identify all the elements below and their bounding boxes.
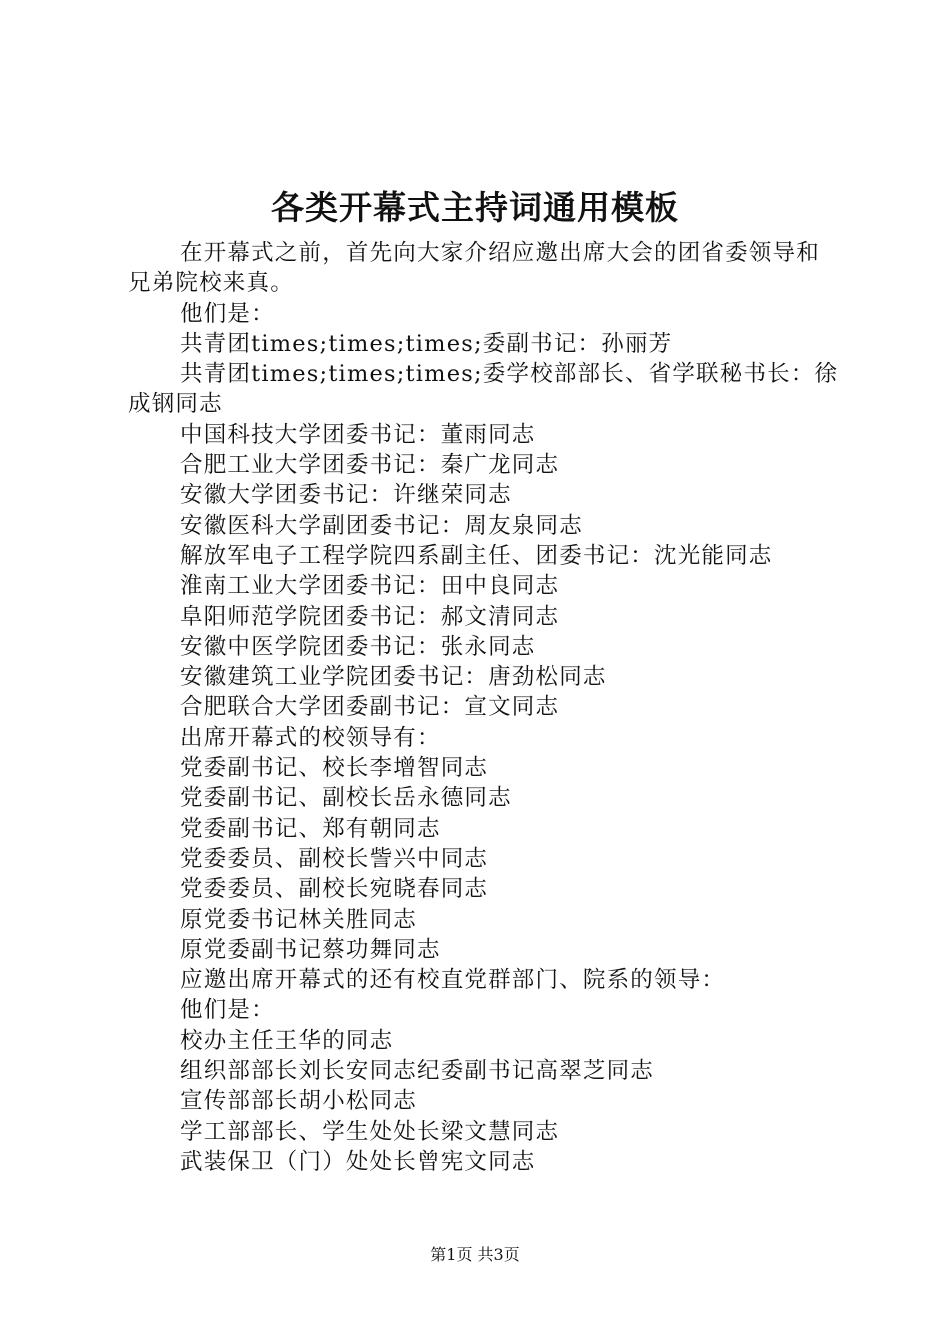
document-title: 各类开幕式主持词通用模板	[271, 188, 679, 227]
guest-line: 安徽中医学院团委书记：张永同志	[180, 633, 536, 660]
guest-line: 合肥联合大学团委副书记：宣文同志	[180, 694, 560, 721]
leader-line: 党委副书记、校长李增智同志	[180, 755, 489, 782]
guest-line: 共青团times;times;times;委副书记：孙丽芳	[180, 330, 673, 357]
paragraph-department-leaders: 应邀出席开幕式的还有校直党群部门、院系的领导：	[180, 967, 726, 994]
page-footer: 第1页 共3页	[430, 1245, 520, 1264]
department-line: 武装保卫（门）处处长曾宪文同志	[180, 1148, 536, 1175]
guest-line: 淮南工业大学团委书记：田中良同志	[180, 573, 560, 600]
leader-line: 党委委员、副校长宛晓春同志	[180, 876, 489, 903]
document-body	[128, 238, 840, 1177]
guest-line: 安徽建筑工业学院团委书记：唐劲松同志	[180, 664, 607, 691]
paragraph-they-are: 他们是：	[180, 997, 275, 1024]
guest-line: 中国科技大学团委书记：董雨同志	[180, 421, 536, 448]
guest-line: 安徽医科大学副团委书记：周友泉同志	[180, 512, 583, 539]
department-line: 组织部部长刘长安同志纪委副书记高翠芝同志	[180, 1058, 655, 1085]
leader-line: 党委副书记、副校长岳永德同志	[180, 785, 512, 812]
department-line: 宣传部部长胡小松同志	[180, 1088, 418, 1115]
department-line: 学工部部长、学生处处长梁文慧同志	[180, 1118, 560, 1145]
department-line: 校办主任王华的同志	[180, 1027, 394, 1054]
leader-line: 原党委书记林关胜同志	[180, 906, 418, 933]
paragraph-school-leaders: 出席开幕式的校领导有：	[180, 724, 441, 751]
leader-line: 党委副书记、郑有朝同志	[180, 815, 441, 842]
guest-line: 安徽大学团委书记：许继荣同志	[180, 482, 512, 509]
guest-line: 合肥工业大学团委书记：秦广龙同志	[180, 452, 560, 479]
guest-line: 共青团times;times;times;委学校部部长、省学联秘书长：徐成钢同志	[128, 361, 839, 418]
guest-line: 阜阳师范学院团委书记：郝文清同志	[180, 603, 560, 630]
guest-line: 解放军电子工程学院四系副主任、团委书记：沈光能同志	[180, 542, 773, 569]
leader-line: 党委委员、副校长訾兴中同志	[180, 845, 489, 872]
paragraph-they-are: 他们是：	[180, 300, 275, 327]
leader-line: 原党委副书记蔡功舞同志	[180, 936, 441, 963]
paragraph-intro: 在开幕式之前，首先向大家介绍应邀出席大会的团省委领导和兄弟院校来真。	[128, 240, 820, 297]
